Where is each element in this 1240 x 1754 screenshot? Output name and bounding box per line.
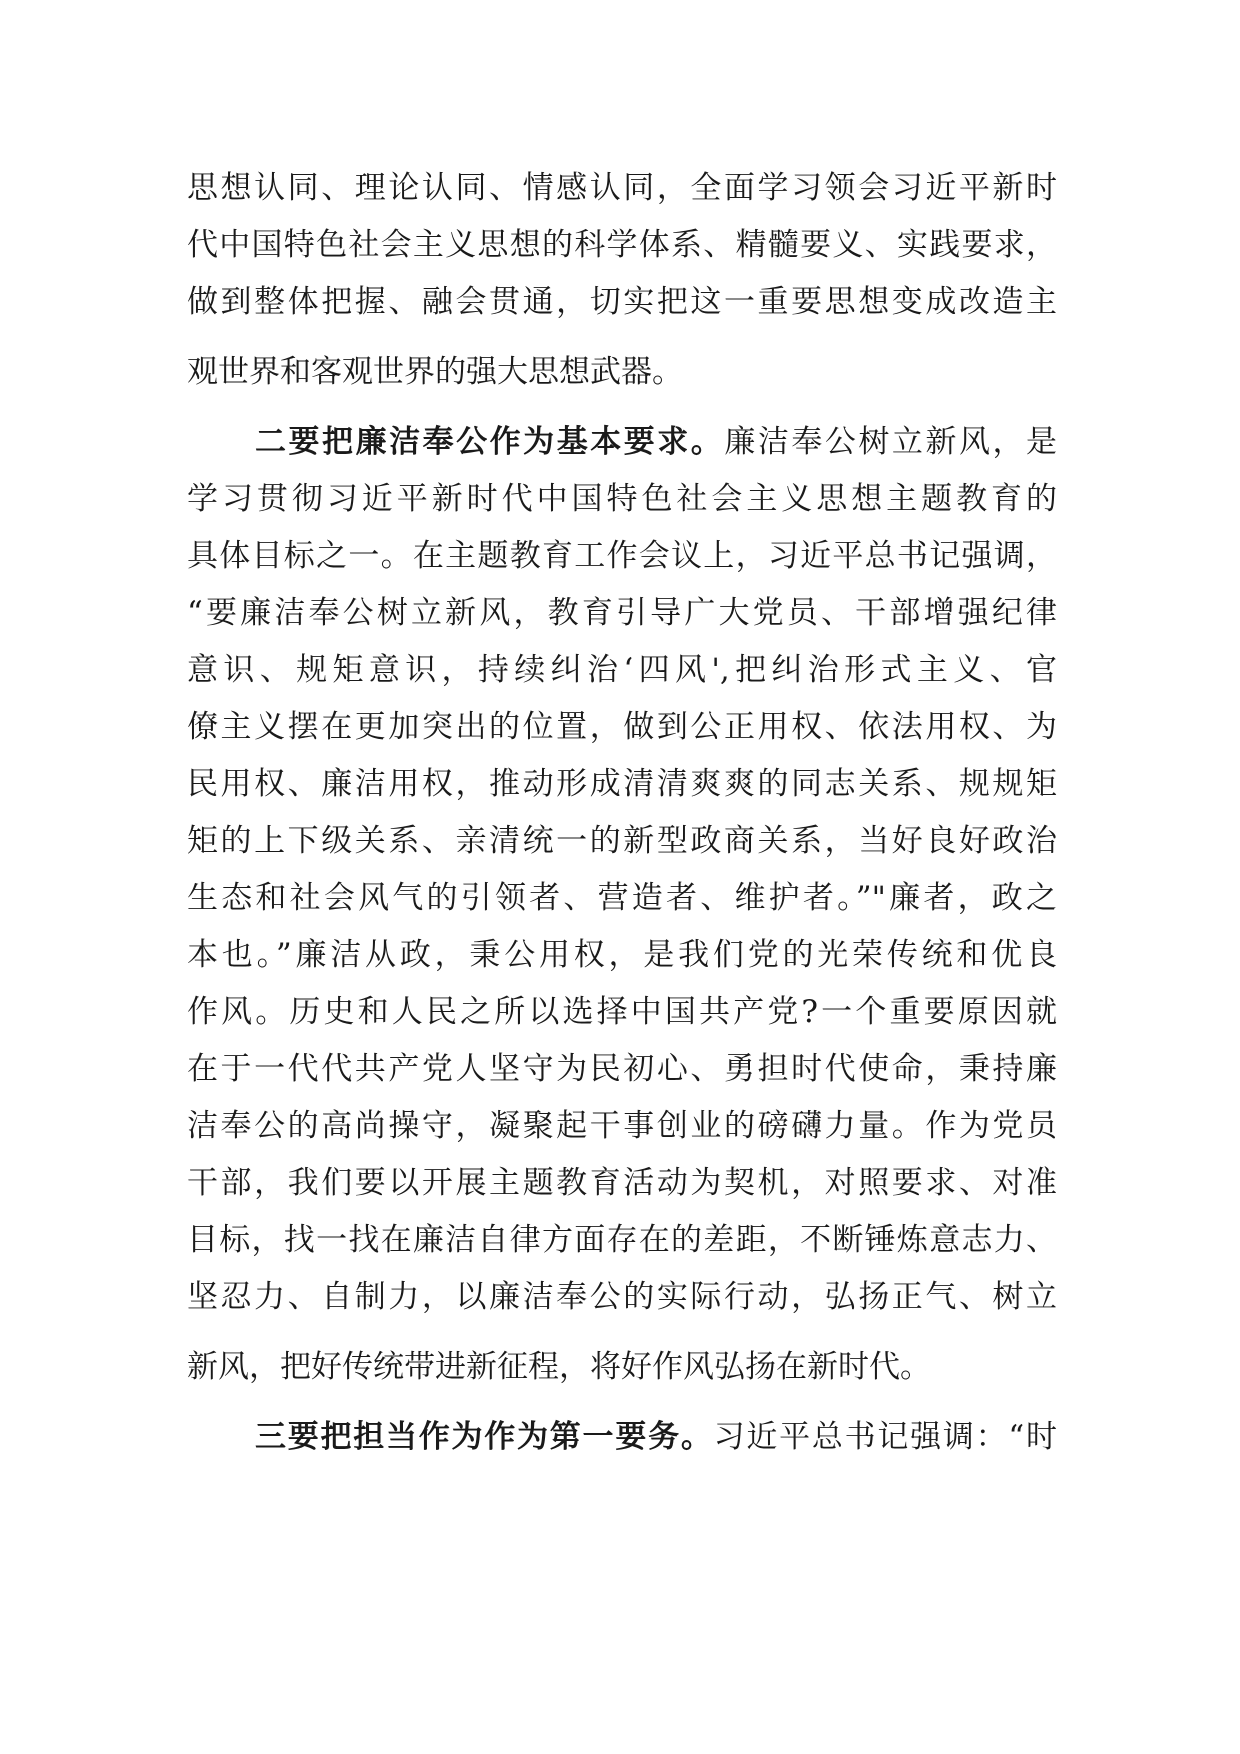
paragraph-first-line <box>187 414 1057 471</box>
paragraph-line: “要廉洁奉公树立新风，教育引导广大党员、干部增强纪律 <box>187 595 1057 631</box>
paragraph-heading: 二要把廉洁奉公作为基本要求。 <box>255 424 725 460</box>
paragraph-line: 做到整体把握、融会贯通，切实把这一重要思想变成改造主 <box>187 284 1057 320</box>
paragraph-line: 洁奉公的高尚操守，凝聚起干事创业的磅礴力量。作为党员 <box>187 1108 1057 1144</box>
paragraph-line: 观世界和客观世界的强大思想武器。 <box>187 354 683 390</box>
paragraph-3 <box>187 1409 1057 1466</box>
paragraph-text: 廉洁奉公树立新风，是 <box>724 424 1058 460</box>
paragraph-line: 目标，找一找在廉洁自律方面存在的差距，不断锤炼意志力、 <box>187 1222 1057 1258</box>
paragraph-line: 代中国特色社会主义思想的科学体系、精髓要义、实践要求， <box>187 227 1057 263</box>
paragraph-line: 意识、规矩意识，持续纠治‘四风',把纠治形式主义、官 <box>187 652 1057 688</box>
paragraph-line: 具体目标之一。在主题教育工作会议上，习近平总书记强调， <box>187 538 1057 574</box>
paragraph-line: 民用权、廉洁用权，推动形成清清爽爽的同志关系、规规矩 <box>187 766 1057 802</box>
paragraph-line: 坚忍力、自制力，以廉洁奉公的实际行动，弘扬正气、树立 <box>187 1279 1057 1315</box>
paragraph-1 <box>187 160 1057 401</box>
paragraph-line: 作风。历史和人民之所以选择中国共产党?一个重要原因就 <box>187 994 1057 1030</box>
paragraph-line: 干部，我们要以开展主题教育活动为契机，对照要求、对准 <box>187 1165 1057 1201</box>
paragraph-first-line <box>187 1409 1057 1466</box>
paragraph-2 <box>187 414 1057 1396</box>
paragraph-line: 本也。”廉洁从政，秉公用权，是我们党的光荣传统和优良 <box>187 937 1057 973</box>
paragraph-line: 思想认同、理论认同、情感认同，全面学习领会习近平新时 <box>187 170 1057 206</box>
paragraph-heading: 三要把担当作为作为第一要务。 <box>255 1419 714 1455</box>
paragraph-line: 学习贯彻习近平新时代中国特色社会主义思想主题教育的 <box>187 481 1057 517</box>
paragraph-line: 在于一代代共产党人坚守为民初心、勇担时代使命，秉持廉 <box>187 1051 1057 1087</box>
paragraph-line: 新风，把好传统带进新征程，将好作风弘扬在新时代。 <box>187 1349 931 1385</box>
paragraph-text: 习近平总书记强调：“时 <box>713 1419 1057 1455</box>
paragraph-line: 生态和社会风气的引领者、营造者、维护者。”"廉者，政之 <box>187 880 1057 916</box>
paragraph-line: 矩的上下级关系、亲清统一的新型政商关系，当好良好政治 <box>187 823 1057 859</box>
paragraph-line: 僚主义摆在更加突出的位置，做到公正用权、依法用权、为 <box>187 709 1057 745</box>
document-body <box>187 160 1057 1466</box>
